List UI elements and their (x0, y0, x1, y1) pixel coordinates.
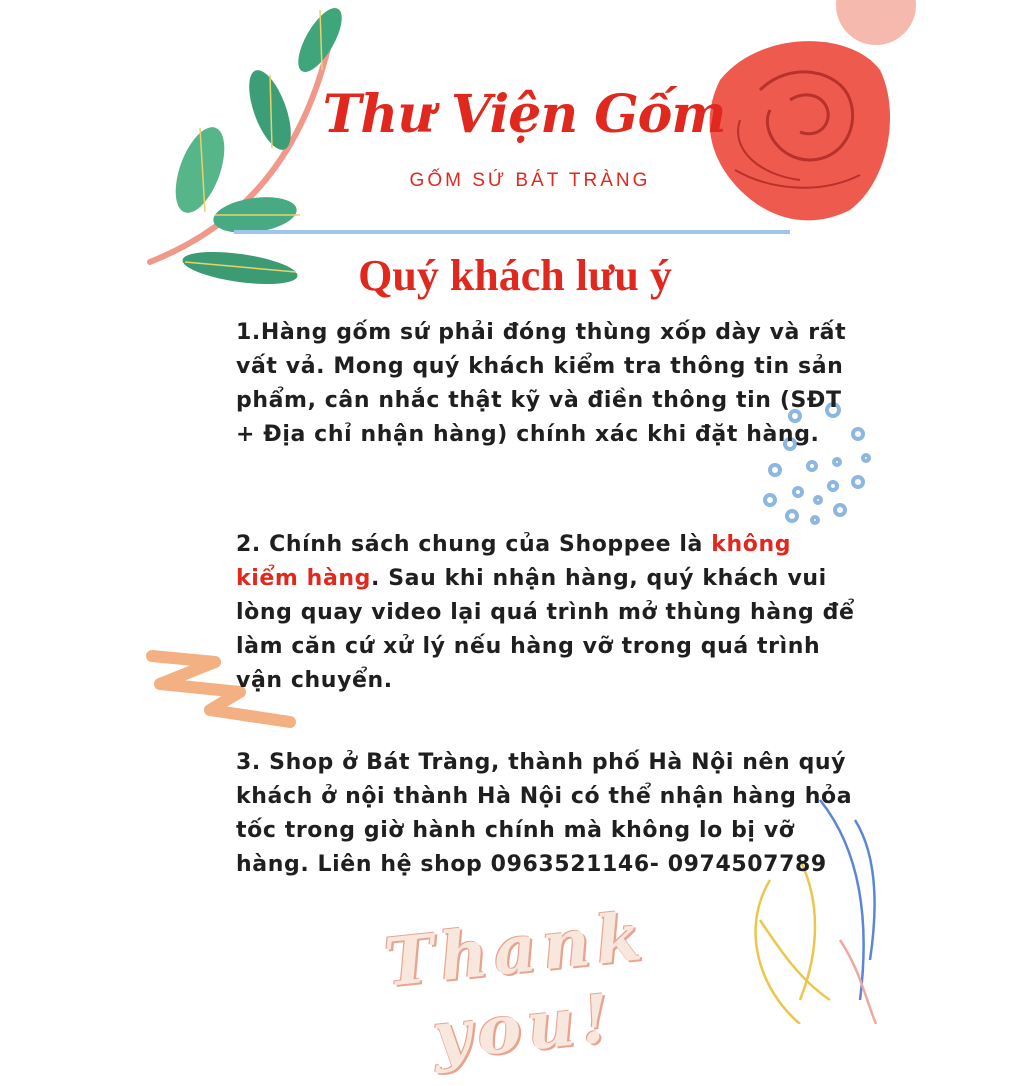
rose-icon (710, 0, 916, 220)
divider (234, 230, 790, 234)
note-2 (236, 528, 856, 698)
note-1: 1.Hàng gốm sứ phải đóng thùng xốp dày và rất vất vả. Mong quý khách kiểm tra thông tin sản phẩm, cân nhắc thật kỹ và điền thông tin (SĐT + Địa chỉ nhận hàng) chính xác khi đặt hàng. (236, 320, 847, 447)
note-2-text: 2. Chính sách chung của Shoppee là (236, 532, 712, 557)
brand-title: Thư Viện Gốm (322, 84, 726, 145)
leaf-branch-icon (150, 2, 350, 290)
note-2-text-rest: . Sau khi nhận hàng, quý khách vui lòng quay video lại quá trình mở thùng hàng để làm căn cứ xử lý nếu hàng vỡ trong quá trình vận chuyển. (236, 566, 855, 693)
notice-heading: Quý khách lưu ý (358, 251, 672, 300)
brand-tagline: GỐM SỨ BÁT TRÀNG (409, 170, 651, 191)
thank-you-text: Thank you! (380, 896, 652, 1076)
note-2-highlight: không kiểm hàng (236, 532, 792, 591)
note-3: 3. Shop ở Bát Tràng, thành phố Hà Nội nên quý khách ở nội thành Hà Nội có thể nhận hàng hỏa tốc trong giờ hành chính mà không lo bị vỡ hàng. Liên hệ shop 0963521146- 0974507789 (236, 750, 853, 877)
